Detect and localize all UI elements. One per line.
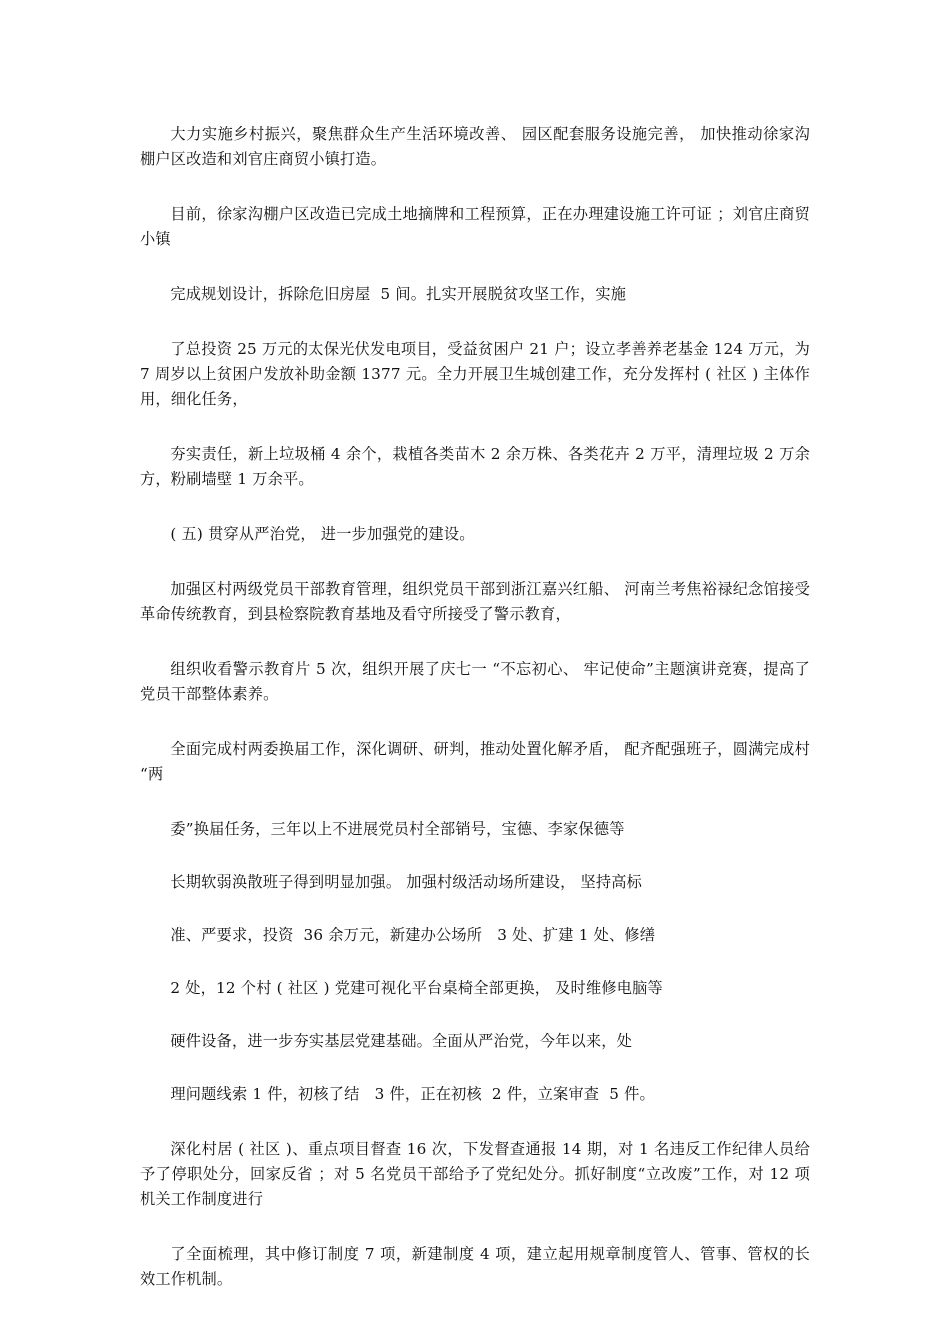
- paragraph-election-cont: 委”换届任务，三年以上不进展党员村全部销号，宝德、李家保德等: [170, 820, 625, 838]
- document-body: [140, 122, 816, 1322]
- paragraph-case-handling: 理问题线索 1 件，初核了结 3 件，正在初核 2 件，立案审查 5 件。: [170, 1085, 655, 1103]
- paragraph-planning-design: 完成规划设计，拆除危旧房屋 5 间。扎实开展脱贫攻坚工作，实施: [170, 285, 627, 303]
- paragraph-weak-teams: 长期软弱涣散班子得到明显加强。 加强村级活动场所建设， 坚持高标: [170, 873, 643, 891]
- paragraph-warning-education: 组织收看警示教育片 5 次，组织开展了庆七一 “不忘初心、 牢记使命”主题演讲竞赛，提高了党员干部整体素养。: [140, 660, 810, 703]
- paragraph-election: 全面完成村两委换届工作，深化调研、研判，推动处置化解矛盾， 配齐配强班子，圆满完成村 “两: [140, 740, 816, 783]
- paragraph-poverty-alleviation: 了总投资 25 万元的太保光伏发电项目，受益贫困户 21 户；设立孝善养老基金 124 万元，为 7 周岁以上贫困户发放补助金额 1377 元。全力开展卫生城创建工作，充分发挥村 ( 社区 ) 主体作用，细化任务，: [140, 340, 816, 408]
- paragraph-supervision: 深化村居 ( 社区 )、重点项目督查 16 次，下发督查通报 14 期，对 1 名违反工作纪律人员给予了停职处分，回家反省 ；对 5 名党员干部给予了党纪处分。抓好制度“立改废”工作，对 12 项机关工作制度进行: [140, 1140, 810, 1208]
- paragraph-rules-review: 了全面梳理，其中修订制度 7 项，新建制度 4 项，建立起用规章制度管人、管事、管权的长效工作机制。: [140, 1245, 810, 1288]
- paragraph-rural-revitalization: 大力实施乡村振兴，聚焦群众生产生活环境改善、 园区配套服务设施完善， 加快推动徐家沟棚户区改造和刘官庄商贸小镇打造。: [140, 125, 810, 168]
- section-heading-party-building: ( 五) 贯穿从严治党， 进一步加强党的建设。: [170, 525, 475, 543]
- paragraph-platform: 2 处，12 个村 ( 社区 ) 党建可视化平台桌椅全部更换， 及时维修电脑等: [170, 979, 663, 997]
- paragraph-sanitation: 夯实责任，新上垃圾桶 4 余个，栽植各类苗木 2 余万株、各类花卉 2 万平，清理垃圾 2 万余方，粉刷墙壁 1 万余平。: [140, 445, 810, 488]
- paragraph-shantytown-progress: 目前，徐家沟棚户区改造已完成土地摘牌和工程预算，正在办理建设施工许可证 ；刘官庄商贸小镇: [140, 205, 810, 248]
- paragraph-party-education: 加强区村两级党员干部教育管理，组织党员干部到浙江嘉兴红船、 河南兰考焦裕禄纪念馆接受革命传统教育，到县检察院教育基地及看守所接受了警示教育，: [140, 580, 810, 623]
- paragraph-investment: 准、严要求，投资 36 余万元，新建办公场所 3 处、扩建 1 处、修缮: [170, 926, 656, 944]
- paragraph-hardware: 硬件设备，进一步夯实基层党建基础。全面从严治党，今年以来，处: [170, 1032, 633, 1050]
